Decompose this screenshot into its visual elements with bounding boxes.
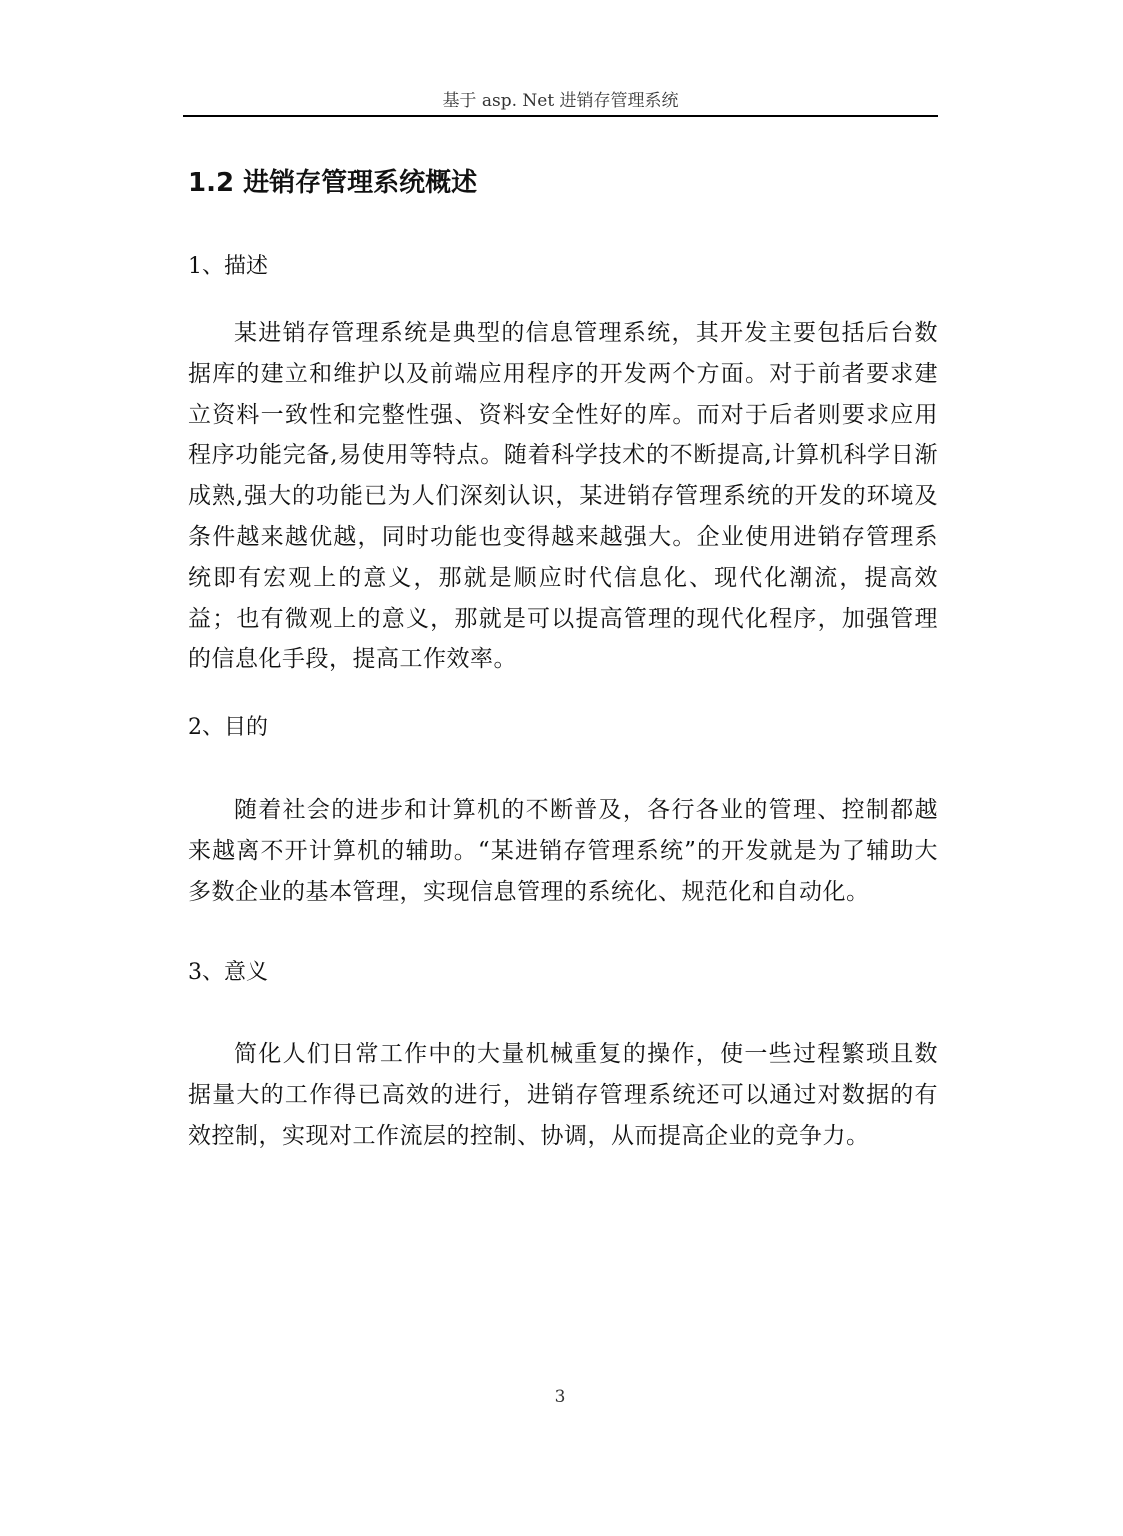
subsection-heading-significance: 3、意义 [188,960,268,985]
paragraph-description: 某进销存管理系统是典型的信息管理系统，其开发主要包括后台数据库的建立和维护以及前端应用程序的开发两个方面。对于前者要求建立资料一致性和完整性强、资料安全性好的库。而对于后者则要求应用程序功能完备,易使用等特点。随着科学技术的不断提高,计算机科学日渐成熟,强大的功能已为人们深刻认识，某进销存管理系统的开发的环境及条件越来越优越，同时功能也变得越来越强大。企业使用进销存管理系统即有宏观上的意义，那就是顺应时代信息化、现代化潮流，提高效益；也有微观上的意义，那就是可以提高管理的现代化程序，加强管理的信息化手段，提高工作效率。 [188,320,938,673]
header-divider [183,115,938,117]
subsection-heading-purpose: 2、目的 [188,715,268,740]
page-number: 3 [554,1387,566,1407]
paragraph-significance: 简化人们日常工作中的大量机械重复的操作，使一些过程繁琐且数据量大的工作得已高效的进行，进销存管理系统还可以通过对数据的有效控制，实现对工作流层的控制、协调，从而提高企业的竞争力。 [188,1041,938,1149]
subsection-heading-description: 1、描述 [188,254,268,279]
section-title: 1.2 进销存管理系统概述 [188,168,478,198]
running-header: 基于 asp. Net 进销存管理系统 [442,91,679,111]
paragraph-purpose: 随着社会的进步和计算机的不断普及，各行各业的管理、控制都越来越离不开计算机的辅助。“某进销存管理系统”的开发就是为了辅助大多数企业的基本管理，实现信息管理的系统化、规范化和自动化。 [188,797,938,905]
